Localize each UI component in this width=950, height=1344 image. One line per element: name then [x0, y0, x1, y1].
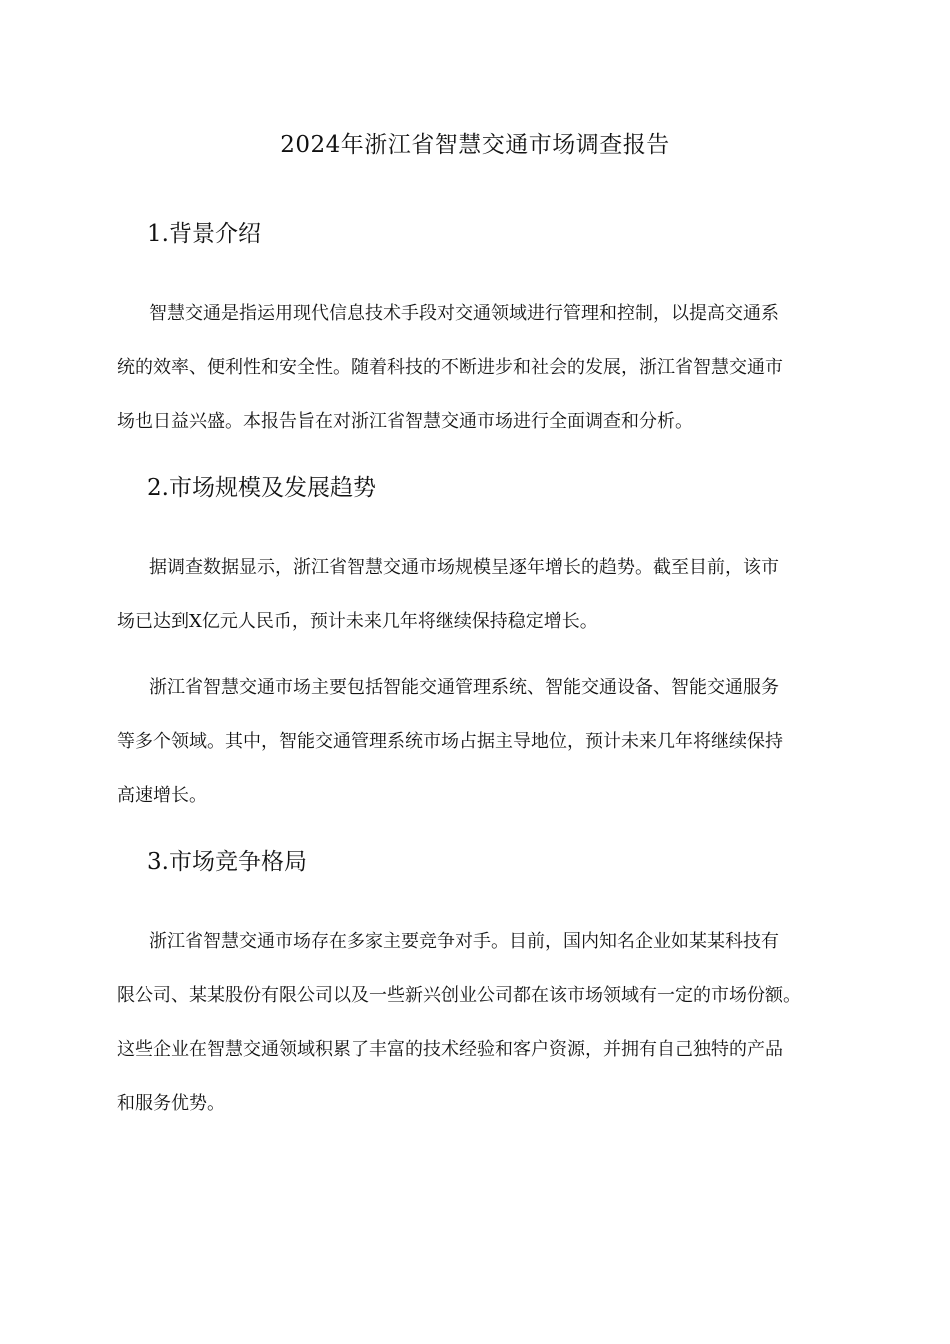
section-heading-competition: 3.市场竞争格局 [147, 849, 307, 875]
paragraph-market-size [117, 541, 837, 649]
paragraph-line: 浙江省智慧交通市场存在多家主要竞争对手。目前，国内知名企业如某某科技有 [149, 931, 779, 952]
paragraph-line: 这些企业在智慧交通领域积累了丰富的技术经验和客户资源，并拥有自己独特的产品 [117, 1039, 783, 1060]
paragraph-line: 智慧交通是指运用现代信息技术手段对交通领域进行管理和控制，以提高交通系 [149, 303, 779, 324]
paragraph-line: 浙江省智慧交通市场主要包括智能交通管理系统、智能交通设备、智能交通服务 [149, 677, 779, 698]
paragraph-line: 统的效率、便利性和安全性。随着科技的不断进步和社会的发展，浙江省智慧交通市 [117, 357, 783, 378]
paragraph-background-intro [117, 287, 837, 449]
document-title: 2024年浙江省智慧交通市场调查报告 [280, 132, 670, 158]
paragraph-market-segments [117, 661, 837, 823]
section-heading-background: 1.背景介绍 [147, 221, 261, 247]
paragraph-line: 高速增长。 [117, 785, 207, 806]
paragraph-line: 场也日益兴盛。本报告旨在对浙江省智慧交通市场进行全面调查和分析。 [117, 411, 693, 432]
paragraph-competition [117, 915, 837, 1131]
paragraph-line: 场已达到X亿元人民币，预计未来几年将继续保持稳定增长。 [117, 611, 598, 632]
paragraph-line: 和服务优势。 [117, 1093, 225, 1114]
paragraph-line: 限公司、某某股份有限公司以及一些新兴创业公司都在该市场领域有一定的市场份额。 [117, 985, 801, 1006]
paragraph-line: 据调查数据显示，浙江省智慧交通市场规模呈逐年增长的趋势。截至目前，该市 [149, 557, 779, 578]
section-heading-market-size: 2.市场规模及发展趋势 [147, 475, 376, 501]
paragraph-line: 等多个领域。其中，智能交通管理系统市场占据主导地位，预计未来几年将继续保持 [117, 731, 783, 752]
